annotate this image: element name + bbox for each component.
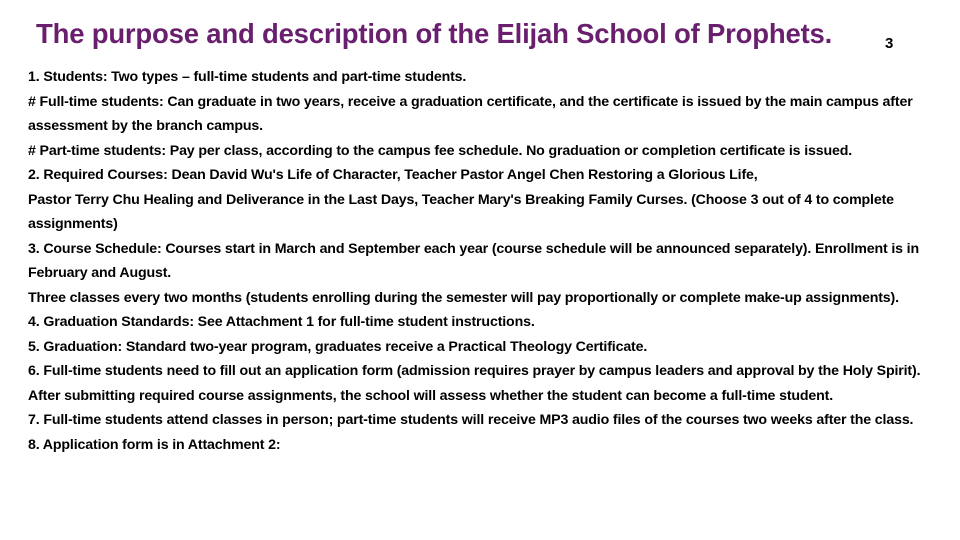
- page-number: 3: [885, 35, 894, 52]
- paragraph-class-frequency: Three classes every two months (students enrolling during the semester will pay proportionally or complete make-up assignments).: [28, 289, 899, 306]
- paragraph-required-courses-cont: Pastor Terry Chu Healing and Deliverance in the Last Days, Teacher Mary's Breaking Family Curses. (Choose 3 out of 4 to complete assignments): [28, 191, 894, 232]
- slide-body: [28, 65, 938, 457]
- paragraph-attendance: 7. Full-time students attend classes in person; part-time students will receive MP3 audio files of the courses two weeks after the class.: [28, 412, 914, 428]
- paragraph-full-time: # Full-time students: Can graduate in two years, receive a graduation certificate, and the certificate is issued by the main campus after assessment by the branch campus.: [28, 93, 913, 134]
- paragraph-part-time: # Part-time students: Pay per class, according to the campus fee schedule. No graduation or completion certificate is issued.: [28, 142, 853, 159]
- paragraph-students: 1. Students: Two types – full-time students and part-time students.: [28, 69, 467, 85]
- paragraph-application: 6. Full-time students need to fill out an application form (admission requires prayer by campus leaders and approval by the Holy Spirit).: [28, 363, 921, 379]
- paragraph-required-courses: 2. Required Courses: Dean David Wu's Life of Character, Teacher Pastor Angel Chen Restoring a Glorious Life,: [28, 167, 758, 183]
- paragraph-application-form: 8. Application form is in Attachment 2:: [28, 436, 281, 453]
- paragraph-course-schedule: 3. Course Schedule: Courses start in March and September each year (course schedule will be announced separately). Enrollment is in February and August.: [28, 240, 919, 281]
- paragraph-graduation: 5. Graduation: Standard two-year program, graduates receive a Practical Theology Certificate.: [28, 338, 648, 355]
- paragraph-graduation-standards: 4. Graduation Standards: See Attachment 1 for full-time student instructions.: [28, 314, 535, 330]
- paragraph-assessment: After submitting required course assignments, the school will assess whether the student can become a full-time student.: [28, 387, 834, 404]
- slide-title: The purpose and description of the Elijah School of Prophets.: [36, 18, 833, 49]
